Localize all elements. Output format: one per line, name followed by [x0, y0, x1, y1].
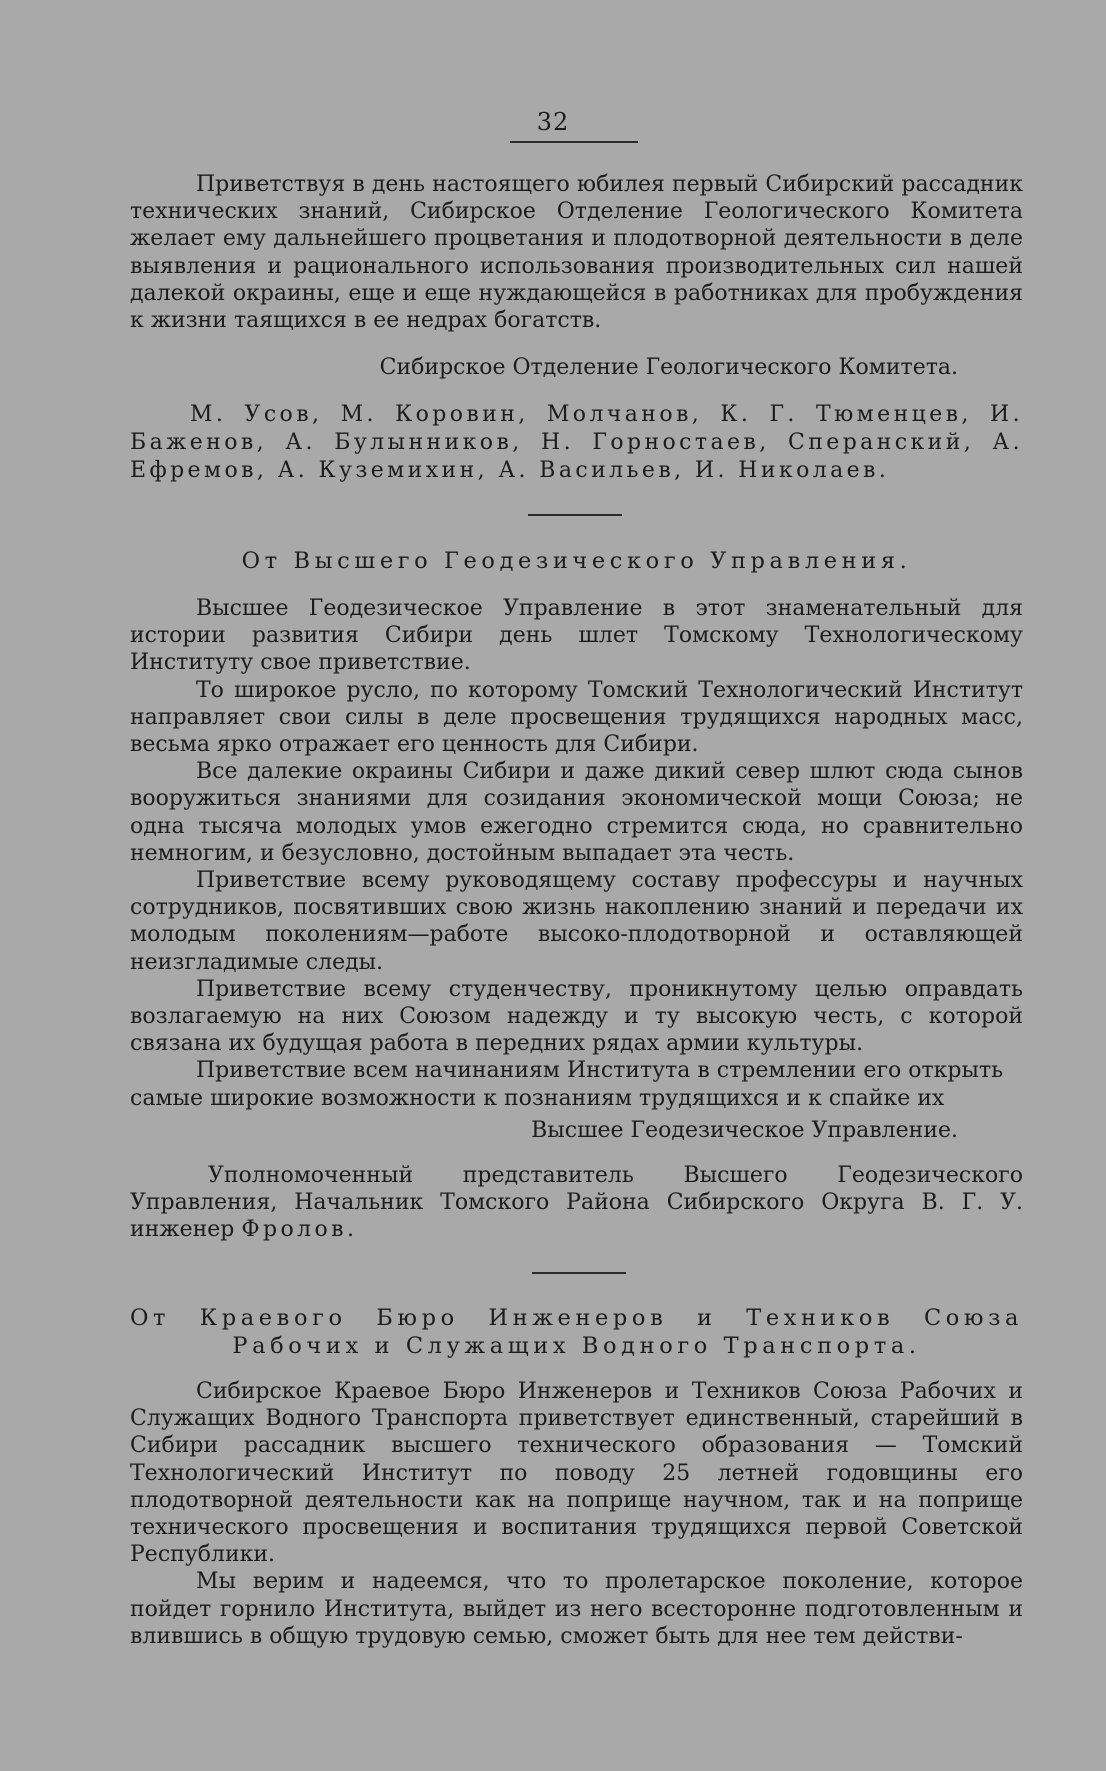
water-section	[130, 1304, 1023, 1360]
geodesy-heading: От Высшего Геодезического Управления.	[241, 548, 912, 574]
representative-title: Уполномоченный представитель Высшего Геодезического Управления, Начальник Томского Района Сибирского Округа В. Г. У. инженер	[130, 1163, 1023, 1243]
geodesy-section	[130, 547, 1023, 575]
geolcom-paragraph: Приветствуя в день настоящего юбилея первый Сибирский рассадник технических знаний, Сибирское Отделение Геологического Комитета желает ему дальнейшего процветания и плодотворной деятельности в деле выявления и рационального использования производительных сил нашей далекой окраины, еще и еще нуждающейся в работниках для пробуждения к жизни таящихся в ее недрах богатств.	[130, 172, 1023, 334]
header-rule	[510, 141, 638, 143]
geodesy-paragraph: Приветствие всему руководящему составу профессуры и научных сотрудников, посвятивших свою жизнь накоплению знаний и передачи их молодым поколениям—работе высоко-плодотворной и оставляющей неизгладимые следы.	[130, 868, 1023, 975]
geolcom-signature-block	[130, 354, 958, 382]
geodesy-signature: Высшее Геодезическое Управление.	[531, 1118, 958, 1143]
geolcom-section	[130, 171, 1023, 334]
water-paragraph: Сибирское Краевое Бюро Инженеров и Техников Союза Рабочих и Служащих Водного Транспорта приветствует единственный, старейший в Сибири рассадник высшего технического образования — Томский Технологический Институт по поводу 25 летней годовщины его плодотворной деятельности как на поприще научном, так и на поприще технического просвещения и воспитания трудящихся первой Советской Республики.	[130, 1379, 1023, 1568]
water-body	[130, 1378, 1023, 1650]
geodesy-paragraph: То широкое русло, по которому Томский Технологический Институт направляет свои силы в деле просвещения трудящихся народных масс, весьма ярко отражает его ценность для Сибири.	[130, 677, 1023, 758]
geodesy-paragraph: Высшее Геодезическое Управление в этот знаменательный для истории развития Сибири день шлет Томскому Технологическому Институту свое приветствие.	[130, 596, 1023, 676]
geodesy-paragraph: Все далекие окраины Сибири и даже дикий север шлют сюда сынов вооружиться знаниями для созидания экономической мощи Союза; не одна тысяча молодых умов ежегодно стремится сюда, но сравнительно немногим, и безусловно, достойным выпадает эта честь.	[130, 759, 1023, 866]
geodesy-paragraph: Приветствие всему студенчеству, проникнутому целью оправдать возлагаемую на них Союзом надежду и ту высокую честь, с которой связана их будущая работа в передних рядах армии культуры.	[130, 976, 1023, 1057]
section-divider-1	[528, 514, 622, 516]
geodesy-representative	[130, 1162, 1023, 1244]
water-heading: От Краевого Бюро Инженеров и Техников Союза Рабочих и Служащих Водного Транспорта.	[130, 1305, 1023, 1359]
geolcom-names-block	[130, 401, 1023, 485]
geodesy-representative-block	[130, 1162, 1023, 1244]
geolcom-signature: Сибирское Отделение Геологического Комитета.	[379, 355, 958, 380]
representative-name: Фролов.	[241, 1217, 358, 1243]
geodesy-body	[130, 595, 1023, 1112]
page-number: 32	[536, 108, 570, 136]
section-divider-2	[532, 1272, 626, 1274]
water-paragraph: Мы верим и надеемся, что то пролетарское поколение, которое пойдет горнило Института, выйдет из него всесторонне подготовленным и влившись в общую трудовую семью, сможет быть для нее тем действи-	[130, 1569, 1023, 1649]
geodesy-paragraph: Приветствие всем начинаниям Института в стремлении его открыть самые широкие возможности к познаниям трудящихся и к спайке их	[130, 1058, 1004, 1111]
geolcom-names: М. Усов, М. Коровин, Молчанов, К. Г. Тюменцев, И. Баженов, А. Булынников, Н. Горностаев, Сперанский, А. Ефремов, А. Куземихин, А. Васильев, И. Николаев.	[130, 402, 1023, 483]
geodesy-signature-block	[130, 1117, 958, 1145]
